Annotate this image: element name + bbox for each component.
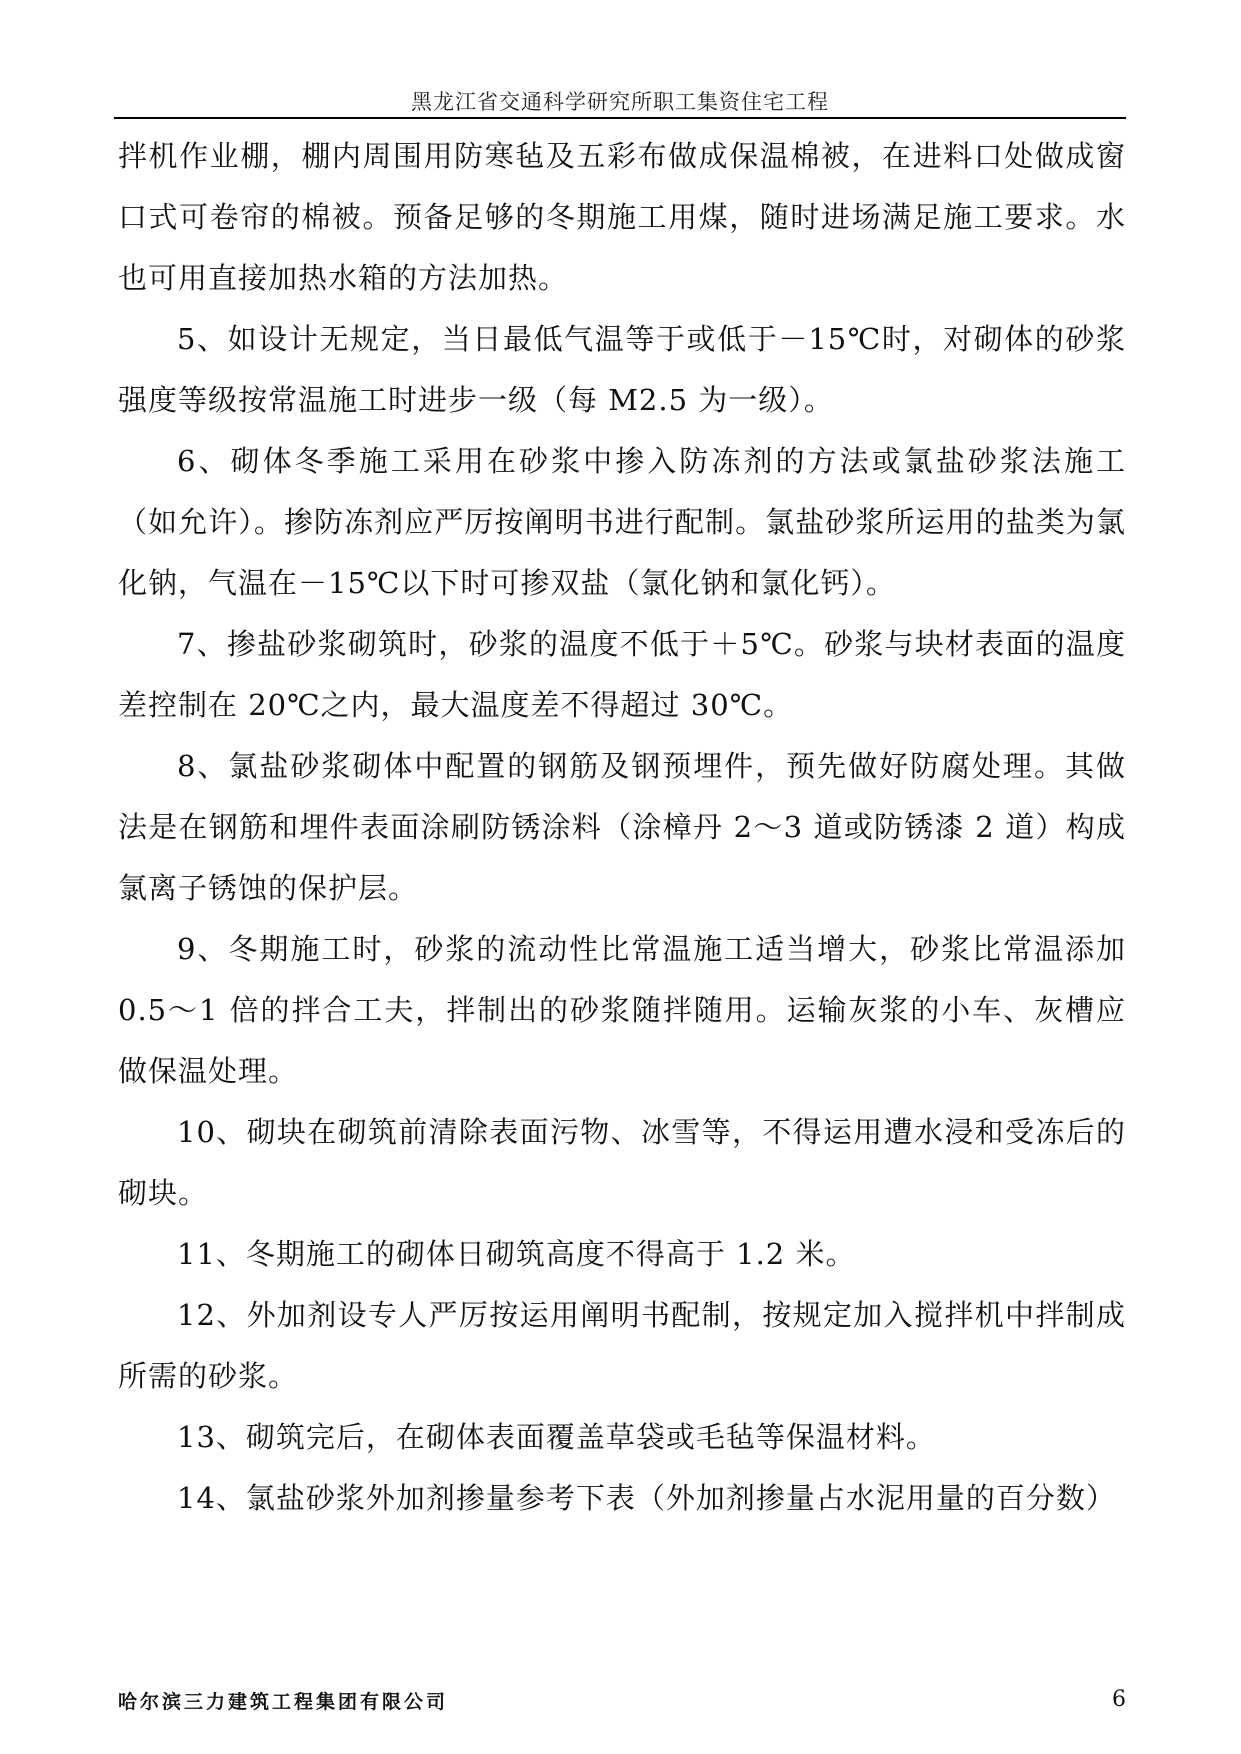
paragraph-item-6: 6、砌体冬季施工采用在砂浆中掺入防冻剂的方法或氯盐砂浆法施工（如允许）。掺防冻剂应严厉按阐明书进行配制。氯盐砂浆所运用的盐类为氯化钠，气温在－15℃以下时可掺双盐（氯化钠和氯化钙）。 bbox=[118, 444, 1126, 600]
page-number: 6 bbox=[1112, 1687, 1126, 1712]
paragraph-item-5: 5、如设计无规定，当日最低气温等于或低于－15℃时，对砌体的砂浆强度等级按常温施工时进步一级（每 M2.5 为一级）。 bbox=[118, 322, 1126, 417]
paragraph-item-14: 14、氯盐砂浆外加剂掺量参考下表（外加剂掺量占水泥用量的百分数） bbox=[177, 1481, 1116, 1515]
paragraph-item-9: 9、冬期施工时，砂浆的流动性比常温施工适当增大，砂浆比常温添加 0.5～1 倍的拌合工夫，拌制出的砂浆随拌随用。运输灰浆的小车、灰槽应做保温处理。 bbox=[118, 932, 1126, 1088]
paragraph-item-11: 11、冬期施工的砌体日砌筑高度不得高于 1.2 米。 bbox=[177, 1237, 856, 1271]
paragraph-item-12: 12、外加剂设专人严厉按运用阐明书配制，按规定加入搅拌机中拌制成所需的砂浆。 bbox=[118, 1298, 1126, 1393]
paragraph-item-10: 10、砌块在砌筑前清除表面污物、冰雪等，不得运用遭水浸和受冻后的砌块。 bbox=[118, 1115, 1126, 1210]
paragraph-continuation: 拌机作业棚，棚内周围用防寒毡及五彩布做成保温棉被，在进料口处做成窗口式可卷帘的棉被。预备足够的冬期施工用煤，随时进场满足施工要求。水也可用直接加热水箱的方法加热。 bbox=[118, 139, 1126, 295]
paragraph-item-7: 7、掺盐砂浆砌筑时，砂浆的温度不低于＋5℃。砂浆与块材表面的温度差控制在 20℃之内，最大温度差不得超过 30℃。 bbox=[118, 627, 1126, 722]
paragraph-item-13: 13、砌筑完后，在砌体表面覆盖草袋或毛毡等保温材料。 bbox=[177, 1420, 936, 1454]
document-body bbox=[118, 126, 1126, 1529]
page-header-title: 黑龙江省交通科学研究所职工集资住宅工程 bbox=[411, 90, 829, 114]
paragraph-item-8: 8、氯盐砂浆砌体中配置的钢筋及钢预埋件，预先做好防腐处理。其做法是在钢筋和埋件表面涂刷防锈涂料（涂樟丹 2～3 道或防锈漆 2 道）构成氯离子锈蚀的保护层。 bbox=[118, 749, 1126, 905]
header-divider bbox=[114, 117, 1126, 119]
footer-company-name: 哈尔滨三力建筑工程集团有限公司 bbox=[118, 1691, 449, 1713]
